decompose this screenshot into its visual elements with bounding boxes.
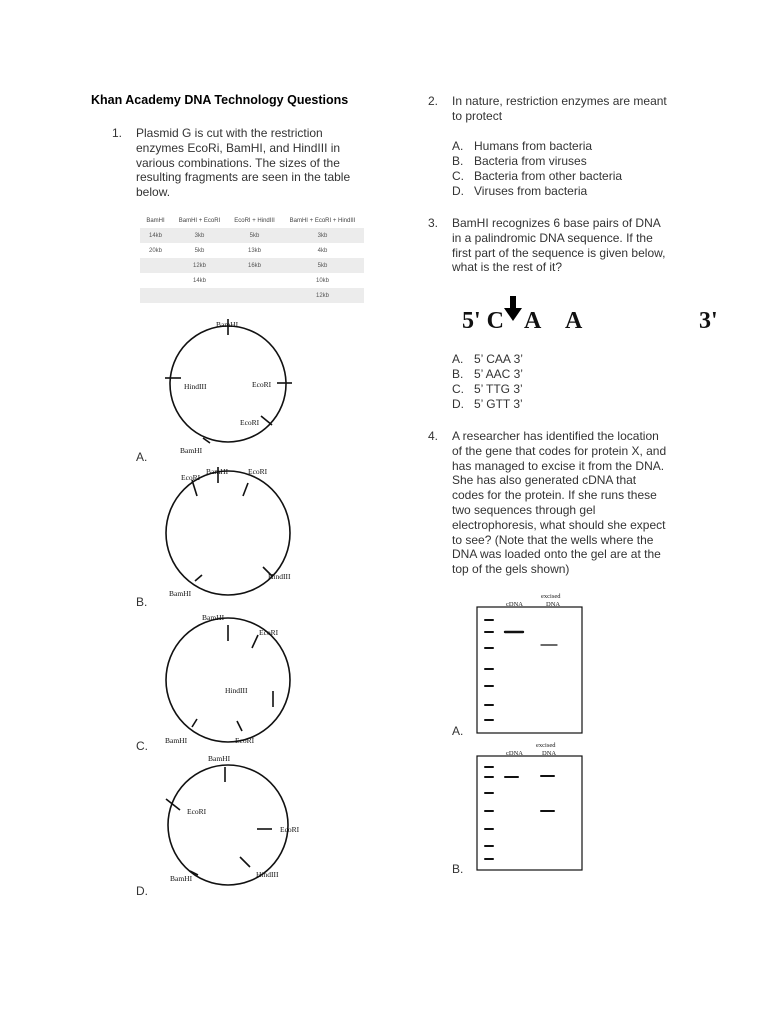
plasmid-a-label: HindIII — [184, 382, 207, 391]
q3-line: BamHI recognizes 6 base pairs of DNA — [452, 216, 661, 230]
q4-line: two sequences through gel — [452, 502, 596, 517]
table-cell — [228, 288, 281, 303]
q1-line: enzymes EcoRi, BamHI, and HindIII in — [136, 140, 341, 155]
table-cell — [140, 273, 171, 288]
q4-line: A researcher has identified the location — [452, 429, 659, 443]
table-cell: 3kb — [171, 228, 228, 243]
plasmid-d-label: BamHI — [208, 754, 231, 763]
q1-line: Plasmid G is cut with the restriction — [136, 126, 323, 140]
table-row — [140, 243, 364, 258]
plasmid-a-label: BamHI — [216, 320, 239, 329]
gel-a-dna-label: DNA — [546, 601, 561, 608]
q2-option-a[interactable]: A. Humans from bacteria — [452, 139, 593, 153]
plasmid-c-label: BamHI — [165, 736, 188, 745]
q4-line: electrophoresis, what should she expect — [452, 517, 666, 532]
plasmid-d-label: EcoRI — [280, 825, 300, 834]
q1-option-b-letter: B. — [136, 595, 148, 609]
plasmid-d-label: BamHI — [170, 874, 193, 883]
plasmid-d-label: HindIII — [256, 870, 279, 879]
q3-text — [452, 216, 702, 275]
fragment-table — [140, 213, 364, 303]
q1-option-a-letter: A. — [136, 450, 148, 464]
table-cell: 14kb — [192, 277, 206, 284]
q3-line: in a palindromic DNA sequence. If the — [452, 230, 653, 245]
q4-line: DNA was loaded onto the gel are at the — [452, 547, 661, 562]
table-row — [140, 288, 364, 303]
seq-base: A — [524, 308, 542, 334]
table-header: EcoRI + HindIII — [234, 217, 275, 224]
plasmid-c-label: HindIII — [225, 686, 248, 695]
cut-arrow-icon — [503, 295, 525, 325]
plasmid-b-cut — [192, 480, 197, 496]
table-cell — [171, 288, 228, 303]
q4-text — [452, 429, 712, 577]
table-cell: 10kb — [315, 277, 329, 284]
table-header: BamHI — [146, 217, 165, 224]
table-cell — [140, 258, 171, 273]
table-cell: 13kb — [247, 247, 261, 254]
q2-number: 2. — [428, 94, 439, 108]
plasmid-a-label: EcoRI — [240, 418, 260, 427]
table-cell: 14kb — [140, 228, 171, 243]
plasmid-d-label: EcoRI — [187, 807, 207, 816]
q3-option-b[interactable]: B. 5’ AAC 3’ — [452, 367, 523, 381]
table-header: BamHI + EcoRI — [178, 217, 221, 224]
q2-text — [452, 94, 702, 124]
page-title: Khan Academy DNA Technology Questions — [91, 93, 349, 107]
gel-b — [476, 739, 586, 874]
plasmid-b-label: EcoRI — [181, 473, 201, 482]
q3-line: first part of the sequence is given below, — [452, 245, 666, 260]
q1-option-c-letter: C. — [136, 739, 148, 753]
table-cell: 4kb — [317, 247, 328, 254]
q3-number: 3. — [428, 216, 439, 230]
gel-b-excised-label: excised — [536, 742, 556, 749]
plasmid-c-label: BamHI — [202, 613, 225, 622]
plasmid-a-label: EcoRI — [252, 380, 272, 389]
plasmid-d-cut — [240, 857, 250, 867]
q1-option-d-letter: D. — [136, 884, 148, 898]
q1-text — [136, 126, 376, 200]
table-cell — [228, 273, 281, 288]
gel-b-cdna-label: cDNA — [506, 750, 523, 757]
plasmid-b-cut — [243, 483, 248, 496]
plasmid-c-label: EcoRI — [259, 628, 279, 637]
q3-option-c[interactable]: C. 5’ TTG 3’ — [452, 382, 523, 396]
seq-start: 5' C — [462, 308, 504, 334]
q2-line: to protect — [452, 108, 503, 123]
q1-line: resulting fragments are seen in the table — [136, 170, 351, 185]
plasmid-c-cut — [237, 721, 242, 731]
plasmid-a-label: BamHI — [180, 446, 203, 455]
plasmid-c-cut — [252, 635, 258, 648]
seq-base: A — [565, 308, 583, 334]
q1-line: below. — [136, 185, 171, 200]
q4-line: top of the gels shown) — [452, 562, 570, 577]
q2-option-d[interactable]: D. Viruses from bacteria — [452, 184, 588, 198]
q3-line: what is the rest of it? — [452, 260, 563, 275]
table-row — [140, 228, 364, 243]
table-cell: 3kb — [281, 228, 364, 243]
table-cell: 5kb — [228, 228, 281, 243]
q2-options — [452, 139, 622, 199]
q2-option-b[interactable]: B. Bacteria from viruses — [452, 154, 587, 168]
table-cell: 20kb — [148, 247, 162, 254]
q4-line: She has also generated cDNA that — [452, 473, 637, 488]
q3-option-d[interactable]: D. 5’ GTT 3’ — [452, 397, 523, 411]
table-cell: 12kb — [281, 288, 364, 303]
plasmid-diagrams — [140, 315, 410, 905]
q4-line: has managed to excise it from the DNA. — [452, 458, 665, 473]
q3-options — [452, 352, 523, 412]
q3-option-a[interactable]: A. 5’ CAA 3’ — [452, 352, 523, 366]
plasmid-c-cut — [192, 719, 197, 727]
plasmid-b-cut — [195, 575, 202, 581]
table-header-row — [140, 213, 364, 228]
q4-number: 4. — [428, 429, 439, 443]
seq-end: 3' — [699, 308, 718, 334]
table-row — [140, 258, 364, 273]
q1-number: 1. — [112, 126, 123, 140]
plasmid-a-cut — [261, 416, 272, 425]
table-header: BamHI + EcoRI + HindIII — [289, 217, 356, 224]
table-cell — [140, 288, 171, 303]
plasmid-d-circle — [168, 765, 288, 885]
plasmid-b-label: BamHI — [206, 467, 229, 476]
plasmid-c-label: EcoRI — [235, 736, 255, 745]
gel-a-cdna-label: cDNA — [506, 601, 523, 608]
gel-b-dna-label: DNA — [542, 750, 557, 757]
plasmid-b-label: EcoRI — [248, 467, 268, 476]
plasmid-b-label: BamHI — [169, 589, 192, 598]
gel-a — [476, 590, 586, 740]
plasmid-b-label: HindIII — [268, 572, 291, 581]
gel-a-excised-label: excised — [541, 593, 561, 600]
q1-line: various combinations. The sizes of the — [136, 155, 340, 170]
q4-line: of the gene that codes for protein X, and — [452, 443, 667, 458]
table-cell: 12kb — [171, 258, 228, 273]
q4-line: codes for the protein. If she runs these — [452, 488, 657, 503]
gel-b-frame — [477, 756, 582, 870]
table-cell: 16kb — [228, 258, 281, 273]
table-cell: 5kb — [281, 258, 364, 273]
q4-line: to see? (Note that the wells where the — [452, 532, 654, 547]
q4-option-a-letter: A. — [452, 724, 464, 738]
q2-line: In nature, restriction enzymes are meant — [452, 94, 667, 108]
table-row — [140, 273, 364, 288]
table-cell: 5kb — [194, 247, 205, 254]
q4-option-b-letter: B. — [452, 862, 464, 876]
q2-option-c[interactable]: C. Bacteria from other bacteria — [452, 169, 623, 183]
